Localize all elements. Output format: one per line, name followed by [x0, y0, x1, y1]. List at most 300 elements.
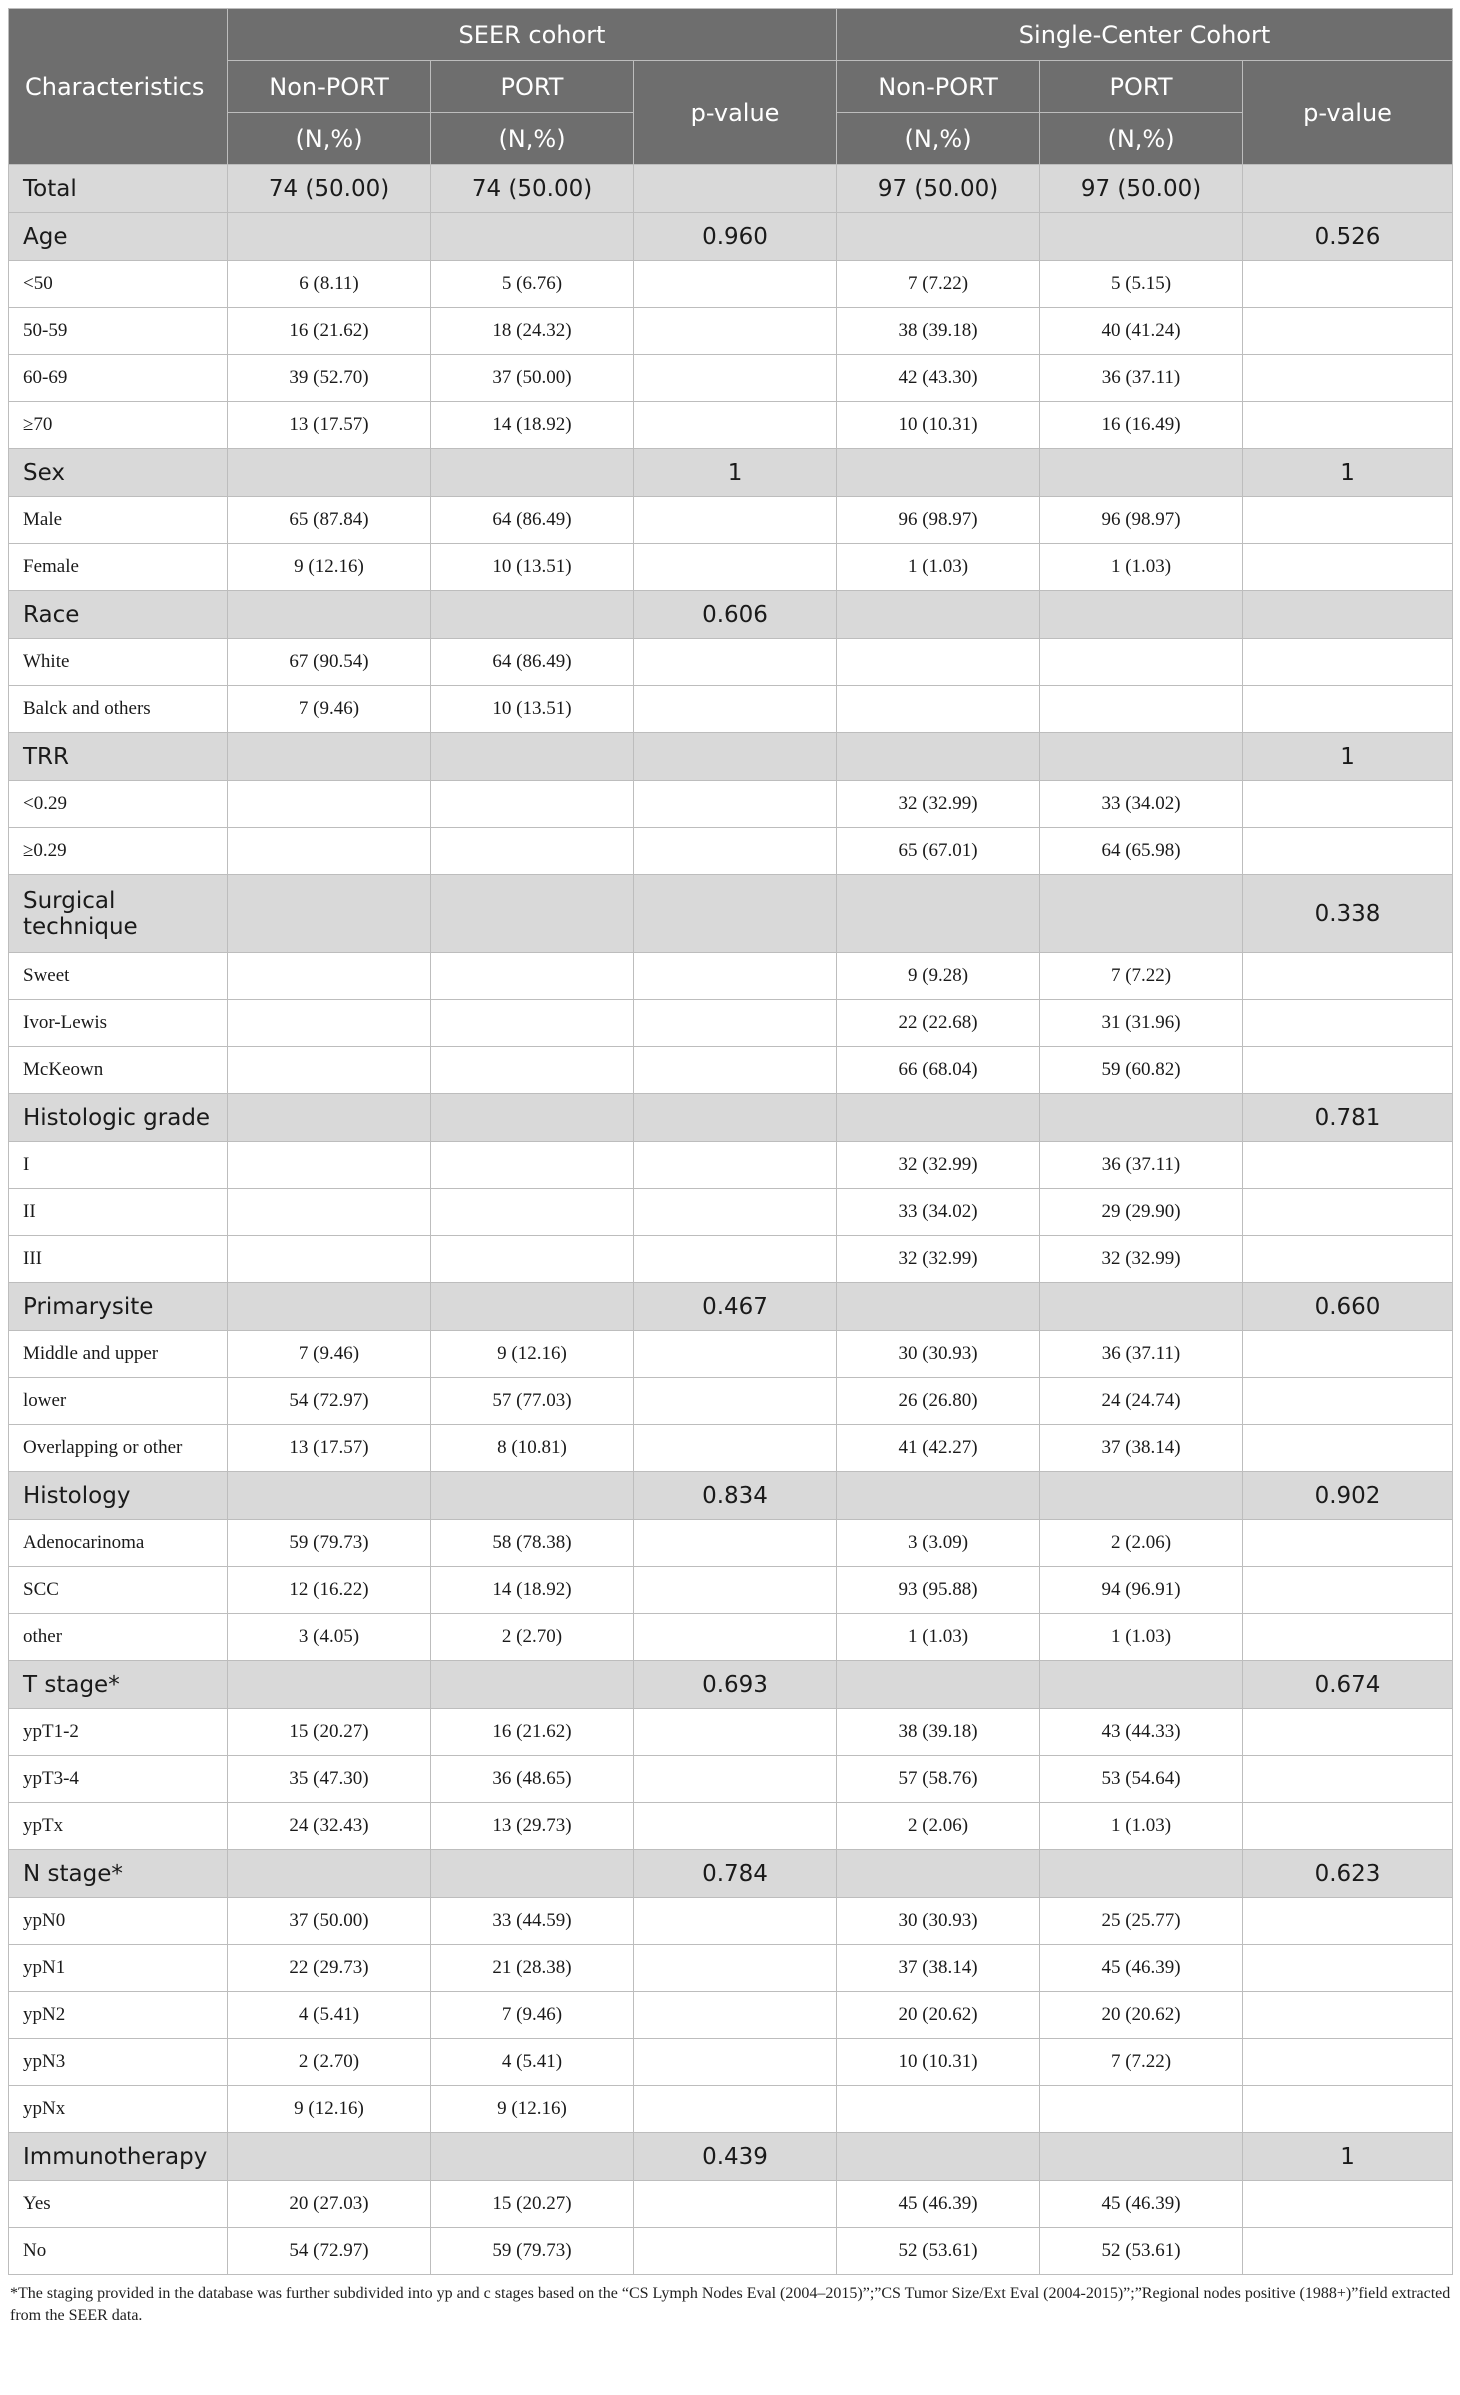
sc-pvalue-cell: [1243, 1803, 1453, 1850]
seer-nonport-cell: 24 (32.43): [228, 1803, 431, 1850]
sc-port-cell: [1040, 639, 1243, 686]
seer-nonport-cell: [228, 1236, 431, 1283]
sc-pvalue-cell: [1243, 1614, 1453, 1661]
seer-nonport-cell: 35 (47.30): [228, 1756, 431, 1803]
seer-nonport-cell: [228, 781, 431, 828]
sc-nonport-cell: 10 (10.31): [837, 2039, 1040, 2086]
table-row: [9, 2181, 1453, 2228]
header-characteristics: Characteristics: [9, 9, 228, 165]
row-label: III: [9, 1236, 228, 1283]
seer-nonport-cell: 67 (90.54): [228, 639, 431, 686]
row-label: ≥0.29: [9, 828, 228, 875]
section-row: [9, 733, 1453, 781]
table-row: [9, 1992, 1453, 2039]
header-sc-port: PORT: [1040, 61, 1243, 113]
row-label: II: [9, 1189, 228, 1236]
sc-pvalue-cell: 0.526: [1243, 213, 1453, 261]
sc-pvalue-cell: 0.781: [1243, 1094, 1453, 1142]
table-row: [9, 355, 1453, 402]
seer-port-cell: 59 (79.73): [431, 2228, 634, 2275]
sc-nonport-cell: 20 (20.62): [837, 1992, 1040, 2039]
seer-port-cell: [431, 1047, 634, 1094]
seer-pvalue-cell: [634, 1142, 837, 1189]
seer-port-cell: [431, 1189, 634, 1236]
seer-port-cell: 15 (20.27): [431, 2181, 634, 2228]
row-label: Histologic grade: [9, 1094, 228, 1142]
sc-nonport-cell: [837, 1283, 1040, 1331]
table-row: [9, 1898, 1453, 1945]
sc-nonport-cell: 7 (7.22): [837, 261, 1040, 308]
seer-nonport-cell: 13 (17.57): [228, 402, 431, 449]
seer-nonport-cell: [228, 875, 431, 953]
seer-nonport-cell: 12 (16.22): [228, 1567, 431, 1614]
sc-pvalue-cell: [1243, 165, 1453, 213]
seer-nonport-cell: 7 (9.46): [228, 1331, 431, 1378]
seer-port-cell: 14 (18.92): [431, 1567, 634, 1614]
section-row: [9, 213, 1453, 261]
seer-nonport-cell: 65 (87.84): [228, 497, 431, 544]
sc-pvalue-cell: [1243, 686, 1453, 733]
seer-nonport-cell: [228, 1189, 431, 1236]
row-label: ypT1-2: [9, 1709, 228, 1756]
seer-port-cell: 14 (18.92): [431, 402, 634, 449]
seer-pvalue-cell: [634, 544, 837, 591]
sc-port-cell: [1040, 1850, 1243, 1898]
header-sc-port-unit: (N,%): [1040, 113, 1243, 165]
sc-pvalue-cell: [1243, 828, 1453, 875]
header-sc-pvalue: p-value: [1243, 61, 1453, 165]
sc-port-cell: 1 (1.03): [1040, 1614, 1243, 1661]
sc-nonport-cell: 52 (53.61): [837, 2228, 1040, 2275]
table-row: [9, 497, 1453, 544]
table-row: [9, 1331, 1453, 1378]
sc-port-cell: 36 (37.11): [1040, 355, 1243, 402]
sc-pvalue-cell: 1: [1243, 2133, 1453, 2181]
seer-pvalue-cell: [634, 308, 837, 355]
seer-pvalue-cell: 0.960: [634, 213, 837, 261]
seer-pvalue-cell: [634, 1992, 837, 2039]
sc-pvalue-cell: [1243, 2228, 1453, 2275]
seer-nonport-cell: [228, 213, 431, 261]
sc-port-cell: 37 (38.14): [1040, 1425, 1243, 1472]
row-label: Age: [9, 213, 228, 261]
sc-port-cell: 29 (29.90): [1040, 1189, 1243, 1236]
sc-port-cell: 1 (1.03): [1040, 1803, 1243, 1850]
sc-port-cell: 1 (1.03): [1040, 544, 1243, 591]
sc-nonport-cell: 97 (50.00): [837, 165, 1040, 213]
seer-nonport-cell: 39 (52.70): [228, 355, 431, 402]
sc-pvalue-cell: [1243, 544, 1453, 591]
seer-port-cell: 10 (13.51): [431, 544, 634, 591]
sc-port-cell: 36 (37.11): [1040, 1142, 1243, 1189]
seer-pvalue-cell: 0.834: [634, 1472, 837, 1520]
header-seer-port: PORT: [431, 61, 634, 113]
seer-nonport-cell: 59 (79.73): [228, 1520, 431, 1567]
sc-port-cell: 20 (20.62): [1040, 1992, 1243, 2039]
sc-pvalue-cell: [1243, 639, 1453, 686]
sc-pvalue-cell: [1243, 1709, 1453, 1756]
seer-port-cell: [431, 1472, 634, 1520]
sc-nonport-cell: 96 (98.97): [837, 497, 1040, 544]
seer-port-cell: 33 (44.59): [431, 1898, 634, 1945]
row-label: Primarysite: [9, 1283, 228, 1331]
row-label: I: [9, 1142, 228, 1189]
row-label: No: [9, 2228, 228, 2275]
sc-nonport-cell: [837, 1661, 1040, 1709]
seer-pvalue-cell: [634, 639, 837, 686]
seer-nonport-cell: 20 (27.03): [228, 2181, 431, 2228]
seer-port-cell: 5 (6.76): [431, 261, 634, 308]
table-footnote: *The staging provided in the database was further subdivided into yp and c stages based on the “CS Lymph Nodes Eval (2004–2015)”;”CS Tumor Size/Ext Eval (2004-2015)”;”Regional nodes positive (1988+)”field extracted from the SEER data.: [10, 2285, 1451, 2324]
sc-nonport-cell: 22 (22.68): [837, 1000, 1040, 1047]
seer-pvalue-cell: 0.693: [634, 1661, 837, 1709]
seer-pvalue-cell: [634, 875, 837, 953]
seer-pvalue-cell: [634, 165, 837, 213]
table-row: [9, 261, 1453, 308]
section-row: [9, 1094, 1453, 1142]
seer-pvalue-cell: [634, 1945, 837, 1992]
sc-nonport-cell: 1 (1.03): [837, 544, 1040, 591]
table-row: [9, 544, 1453, 591]
sc-pvalue-cell: [1243, 1000, 1453, 1047]
table-row: [9, 2228, 1453, 2275]
seer-port-cell: [431, 1236, 634, 1283]
row-label: 60-69: [9, 355, 228, 402]
sc-pvalue-cell: [1243, 261, 1453, 308]
sc-pvalue-cell: [1243, 308, 1453, 355]
row-label: Sex: [9, 449, 228, 497]
table-row: [9, 1614, 1453, 1661]
sc-port-cell: 16 (16.49): [1040, 402, 1243, 449]
seer-nonport-cell: 3 (4.05): [228, 1614, 431, 1661]
section-row: [9, 875, 1453, 953]
seer-port-cell: 16 (21.62): [431, 1709, 634, 1756]
row-label: 50-59: [9, 308, 228, 355]
sc-pvalue-cell: [1243, 1047, 1453, 1094]
seer-port-cell: [431, 781, 634, 828]
sc-port-cell: [1040, 213, 1243, 261]
seer-nonport-cell: 4 (5.41): [228, 1992, 431, 2039]
seer-pvalue-cell: 0.784: [634, 1850, 837, 1898]
seer-nonport-cell: 74 (50.00): [228, 165, 431, 213]
seer-pvalue-cell: [634, 828, 837, 875]
sc-port-cell: 2 (2.06): [1040, 1520, 1243, 1567]
table-row: [9, 402, 1453, 449]
row-label: Female: [9, 544, 228, 591]
section-row: [9, 1661, 1453, 1709]
header-seer-cohort: SEER cohort: [228, 9, 837, 61]
row-label: Male: [9, 497, 228, 544]
sc-pvalue-cell: [1243, 1520, 1453, 1567]
row-label: lower: [9, 1378, 228, 1425]
sc-port-cell: 24 (24.74): [1040, 1378, 1243, 1425]
sc-pvalue-cell: [1243, 2181, 1453, 2228]
sc-pvalue-cell: [1243, 1331, 1453, 1378]
table-row: [9, 1142, 1453, 1189]
row-label: TRR: [9, 733, 228, 781]
sc-nonport-cell: [837, 1850, 1040, 1898]
header-single-center-cohort: Single-Center Cohort: [837, 9, 1453, 61]
sc-nonport-cell: 37 (38.14): [837, 1945, 1040, 1992]
row-label: McKeown: [9, 1047, 228, 1094]
row-label: other: [9, 1614, 228, 1661]
seer-port-cell: 8 (10.81): [431, 1425, 634, 1472]
table-row: [9, 1520, 1453, 1567]
seer-pvalue-cell: [634, 1000, 837, 1047]
table-row: [9, 1945, 1453, 1992]
sc-nonport-cell: [837, 875, 1040, 953]
seer-nonport-cell: 2 (2.70): [228, 2039, 431, 2086]
sc-port-cell: 59 (60.82): [1040, 1047, 1243, 1094]
sc-pvalue-cell: [1243, 2086, 1453, 2133]
sc-port-cell: 31 (31.96): [1040, 1000, 1243, 1047]
table-container: [8, 8, 1452, 2327]
table-row: [9, 639, 1453, 686]
table-row: [9, 1425, 1453, 1472]
seer-pvalue-cell: [634, 1709, 837, 1756]
seer-pvalue-cell: [634, 355, 837, 402]
row-label: Total: [9, 165, 228, 213]
section-row: [9, 1283, 1453, 1331]
row-label: Ivor-Lewis: [9, 1000, 228, 1047]
sc-nonport-cell: [837, 213, 1040, 261]
table-body: [9, 165, 1453, 2275]
row-label: SCC: [9, 1567, 228, 1614]
row-label: Adenocarinoma: [9, 1520, 228, 1567]
seer-pvalue-cell: 0.439: [634, 2133, 837, 2181]
table-row: [9, 1756, 1453, 1803]
header-seer-nonport-unit: (N,%): [228, 113, 431, 165]
seer-port-cell: [431, 828, 634, 875]
table-row: [9, 1378, 1453, 1425]
seer-pvalue-cell: [634, 261, 837, 308]
sc-nonport-cell: 33 (34.02): [837, 1189, 1040, 1236]
table-row: [9, 1567, 1453, 1614]
sc-port-cell: [1040, 1661, 1243, 1709]
sc-port-cell: 45 (46.39): [1040, 2181, 1243, 2228]
sc-port-cell: 43 (44.33): [1040, 1709, 1243, 1756]
sc-port-cell: 64 (65.98): [1040, 828, 1243, 875]
row-label: Overlapping or other: [9, 1425, 228, 1472]
sc-pvalue-cell: [1243, 1236, 1453, 1283]
sc-pvalue-cell: 0.338: [1243, 875, 1453, 953]
seer-nonport-cell: [228, 1047, 431, 1094]
sc-pvalue-cell: 0.660: [1243, 1283, 1453, 1331]
row-label: ypN0: [9, 1898, 228, 1945]
sc-port-cell: 7 (7.22): [1040, 953, 1243, 1000]
table-row: [9, 1047, 1453, 1094]
sc-nonport-cell: 30 (30.93): [837, 1898, 1040, 1945]
seer-nonport-cell: 16 (21.62): [228, 308, 431, 355]
seer-nonport-cell: [228, 1472, 431, 1520]
sc-nonport-cell: 93 (95.88): [837, 1567, 1040, 1614]
sc-pvalue-cell: [1243, 497, 1453, 544]
sc-pvalue-cell: [1243, 1756, 1453, 1803]
row-label: Sweet: [9, 953, 228, 1000]
table-row: [9, 2086, 1453, 2133]
seer-pvalue-cell: 0.467: [634, 1283, 837, 1331]
seer-pvalue-cell: [634, 2228, 837, 2275]
header-sc-nonport-unit: (N,%): [837, 113, 1040, 165]
seer-nonport-cell: 9 (12.16): [228, 2086, 431, 2133]
row-label: Middle and upper: [9, 1331, 228, 1378]
seer-nonport-cell: 9 (12.16): [228, 544, 431, 591]
sc-nonport-cell: 66 (68.04): [837, 1047, 1040, 1094]
seer-pvalue-cell: [634, 1189, 837, 1236]
row-label: Balck and others: [9, 686, 228, 733]
table-row: [9, 308, 1453, 355]
seer-port-cell: 64 (86.49): [431, 497, 634, 544]
table-row: [9, 781, 1453, 828]
seer-pvalue-cell: [634, 781, 837, 828]
seer-pvalue-cell: [634, 1047, 837, 1094]
sc-nonport-cell: 32 (32.99): [837, 781, 1040, 828]
sc-port-cell: [1040, 1094, 1243, 1142]
seer-pvalue-cell: [634, 686, 837, 733]
seer-nonport-cell: [228, 1283, 431, 1331]
table-row: [9, 953, 1453, 1000]
seer-nonport-cell: 13 (17.57): [228, 1425, 431, 1472]
sc-port-cell: [1040, 2086, 1243, 2133]
sc-pvalue-cell: [1243, 1378, 1453, 1425]
sc-port-cell: [1040, 2133, 1243, 2181]
seer-port-cell: 36 (48.65): [431, 1756, 634, 1803]
table-row: [9, 1236, 1453, 1283]
sc-port-cell: [1040, 733, 1243, 781]
sc-pvalue-cell: 0.902: [1243, 1472, 1453, 1520]
sc-pvalue-cell: [1243, 1992, 1453, 2039]
sc-port-cell: [1040, 449, 1243, 497]
sc-pvalue-cell: [1243, 355, 1453, 402]
seer-port-cell: [431, 213, 634, 261]
seer-pvalue-cell: 1: [634, 449, 837, 497]
row-label: T stage*: [9, 1661, 228, 1709]
seer-nonport-cell: 6 (8.11): [228, 261, 431, 308]
sc-nonport-cell: 41 (42.27): [837, 1425, 1040, 1472]
sc-port-cell: 45 (46.39): [1040, 1945, 1243, 1992]
seer-nonport-cell: 15 (20.27): [228, 1709, 431, 1756]
seer-pvalue-cell: [634, 1898, 837, 1945]
row-label: N stage*: [9, 1850, 228, 1898]
seer-pvalue-cell: [634, 1331, 837, 1378]
sc-port-cell: [1040, 1283, 1243, 1331]
sc-pvalue-cell: 1: [1243, 733, 1453, 781]
seer-pvalue-cell: [634, 402, 837, 449]
sc-nonport-cell: 2 (2.06): [837, 1803, 1040, 1850]
sc-port-cell: 52 (53.61): [1040, 2228, 1243, 2275]
sc-nonport-cell: 32 (32.99): [837, 1142, 1040, 1189]
seer-port-cell: 10 (13.51): [431, 686, 634, 733]
row-label: Yes: [9, 2181, 228, 2228]
sc-nonport-cell: [837, 1472, 1040, 1520]
seer-nonport-cell: 54 (72.97): [228, 1378, 431, 1425]
seer-pvalue-cell: [634, 733, 837, 781]
seer-port-cell: 2 (2.70): [431, 1614, 634, 1661]
seer-port-cell: [431, 1094, 634, 1142]
sc-nonport-cell: 42 (43.30): [837, 355, 1040, 402]
sc-port-cell: 32 (32.99): [1040, 1236, 1243, 1283]
table-row: [9, 686, 1453, 733]
header-seer-nonport: Non-PORT: [228, 61, 431, 113]
seer-port-cell: [431, 1661, 634, 1709]
row-label: <50: [9, 261, 228, 308]
sc-nonport-cell: 38 (39.18): [837, 1709, 1040, 1756]
sc-nonport-cell: [837, 733, 1040, 781]
sc-pvalue-cell: [1243, 953, 1453, 1000]
seer-port-cell: 64 (86.49): [431, 639, 634, 686]
sc-nonport-cell: 26 (26.80): [837, 1378, 1040, 1425]
sc-port-cell: 94 (96.91): [1040, 1567, 1243, 1614]
seer-nonport-cell: [228, 2133, 431, 2181]
sc-port-cell: 97 (50.00): [1040, 165, 1243, 213]
seer-port-cell: [431, 733, 634, 781]
seer-port-cell: 13 (29.73): [431, 1803, 634, 1850]
sc-pvalue-cell: [1243, 2039, 1453, 2086]
sc-pvalue-cell: [1243, 781, 1453, 828]
seer-port-cell: [431, 875, 634, 953]
seer-port-cell: [431, 2133, 634, 2181]
seer-pvalue-cell: [634, 953, 837, 1000]
sc-port-cell: [1040, 875, 1243, 953]
table-row: [9, 1709, 1453, 1756]
sc-port-cell: 36 (37.11): [1040, 1331, 1243, 1378]
sc-pvalue-cell: 0.623: [1243, 1850, 1453, 1898]
sc-nonport-cell: 9 (9.28): [837, 953, 1040, 1000]
characteristics-table: [8, 8, 1453, 2275]
row-label: ≥70: [9, 402, 228, 449]
sc-pvalue-cell: [1243, 1898, 1453, 1945]
table-row: [9, 1000, 1453, 1047]
sc-nonport-cell: 57 (58.76): [837, 1756, 1040, 1803]
sc-nonport-cell: 38 (39.18): [837, 308, 1040, 355]
seer-pvalue-cell: [634, 2086, 837, 2133]
seer-port-cell: 7 (9.46): [431, 1992, 634, 2039]
sc-port-cell: 5 (5.15): [1040, 261, 1243, 308]
seer-pvalue-cell: [634, 1614, 837, 1661]
seer-nonport-cell: [228, 1850, 431, 1898]
table-row: [9, 1189, 1453, 1236]
seer-port-cell: [431, 953, 634, 1000]
row-label: ypN1: [9, 1945, 228, 1992]
seer-pvalue-cell: [634, 1425, 837, 1472]
total-row: [9, 165, 1453, 213]
seer-pvalue-cell: [634, 1803, 837, 1850]
section-row: [9, 449, 1453, 497]
sc-nonport-cell: [837, 1094, 1040, 1142]
row-label: ypN3: [9, 2039, 228, 2086]
row-label: ypT3-4: [9, 1756, 228, 1803]
sc-nonport-cell: 30 (30.93): [837, 1331, 1040, 1378]
sc-port-cell: [1040, 591, 1243, 639]
seer-nonport-cell: [228, 1661, 431, 1709]
seer-pvalue-cell: [634, 2181, 837, 2228]
seer-port-cell: [431, 591, 634, 639]
section-row: [9, 2133, 1453, 2181]
seer-nonport-cell: [228, 591, 431, 639]
sc-pvalue-cell: 0.674: [1243, 1661, 1453, 1709]
sc-port-cell: 7 (7.22): [1040, 2039, 1243, 2086]
seer-nonport-cell: 37 (50.00): [228, 1898, 431, 1945]
sc-nonport-cell: [837, 591, 1040, 639]
section-row: [9, 1850, 1453, 1898]
seer-port-cell: 4 (5.41): [431, 2039, 634, 2086]
seer-port-cell: 57 (77.03): [431, 1378, 634, 1425]
sc-pvalue-cell: 1: [1243, 449, 1453, 497]
seer-nonport-cell: 7 (9.46): [228, 686, 431, 733]
seer-pvalue-cell: [634, 1756, 837, 1803]
seer-port-cell: 21 (28.38): [431, 1945, 634, 1992]
row-label: Histology: [9, 1472, 228, 1520]
